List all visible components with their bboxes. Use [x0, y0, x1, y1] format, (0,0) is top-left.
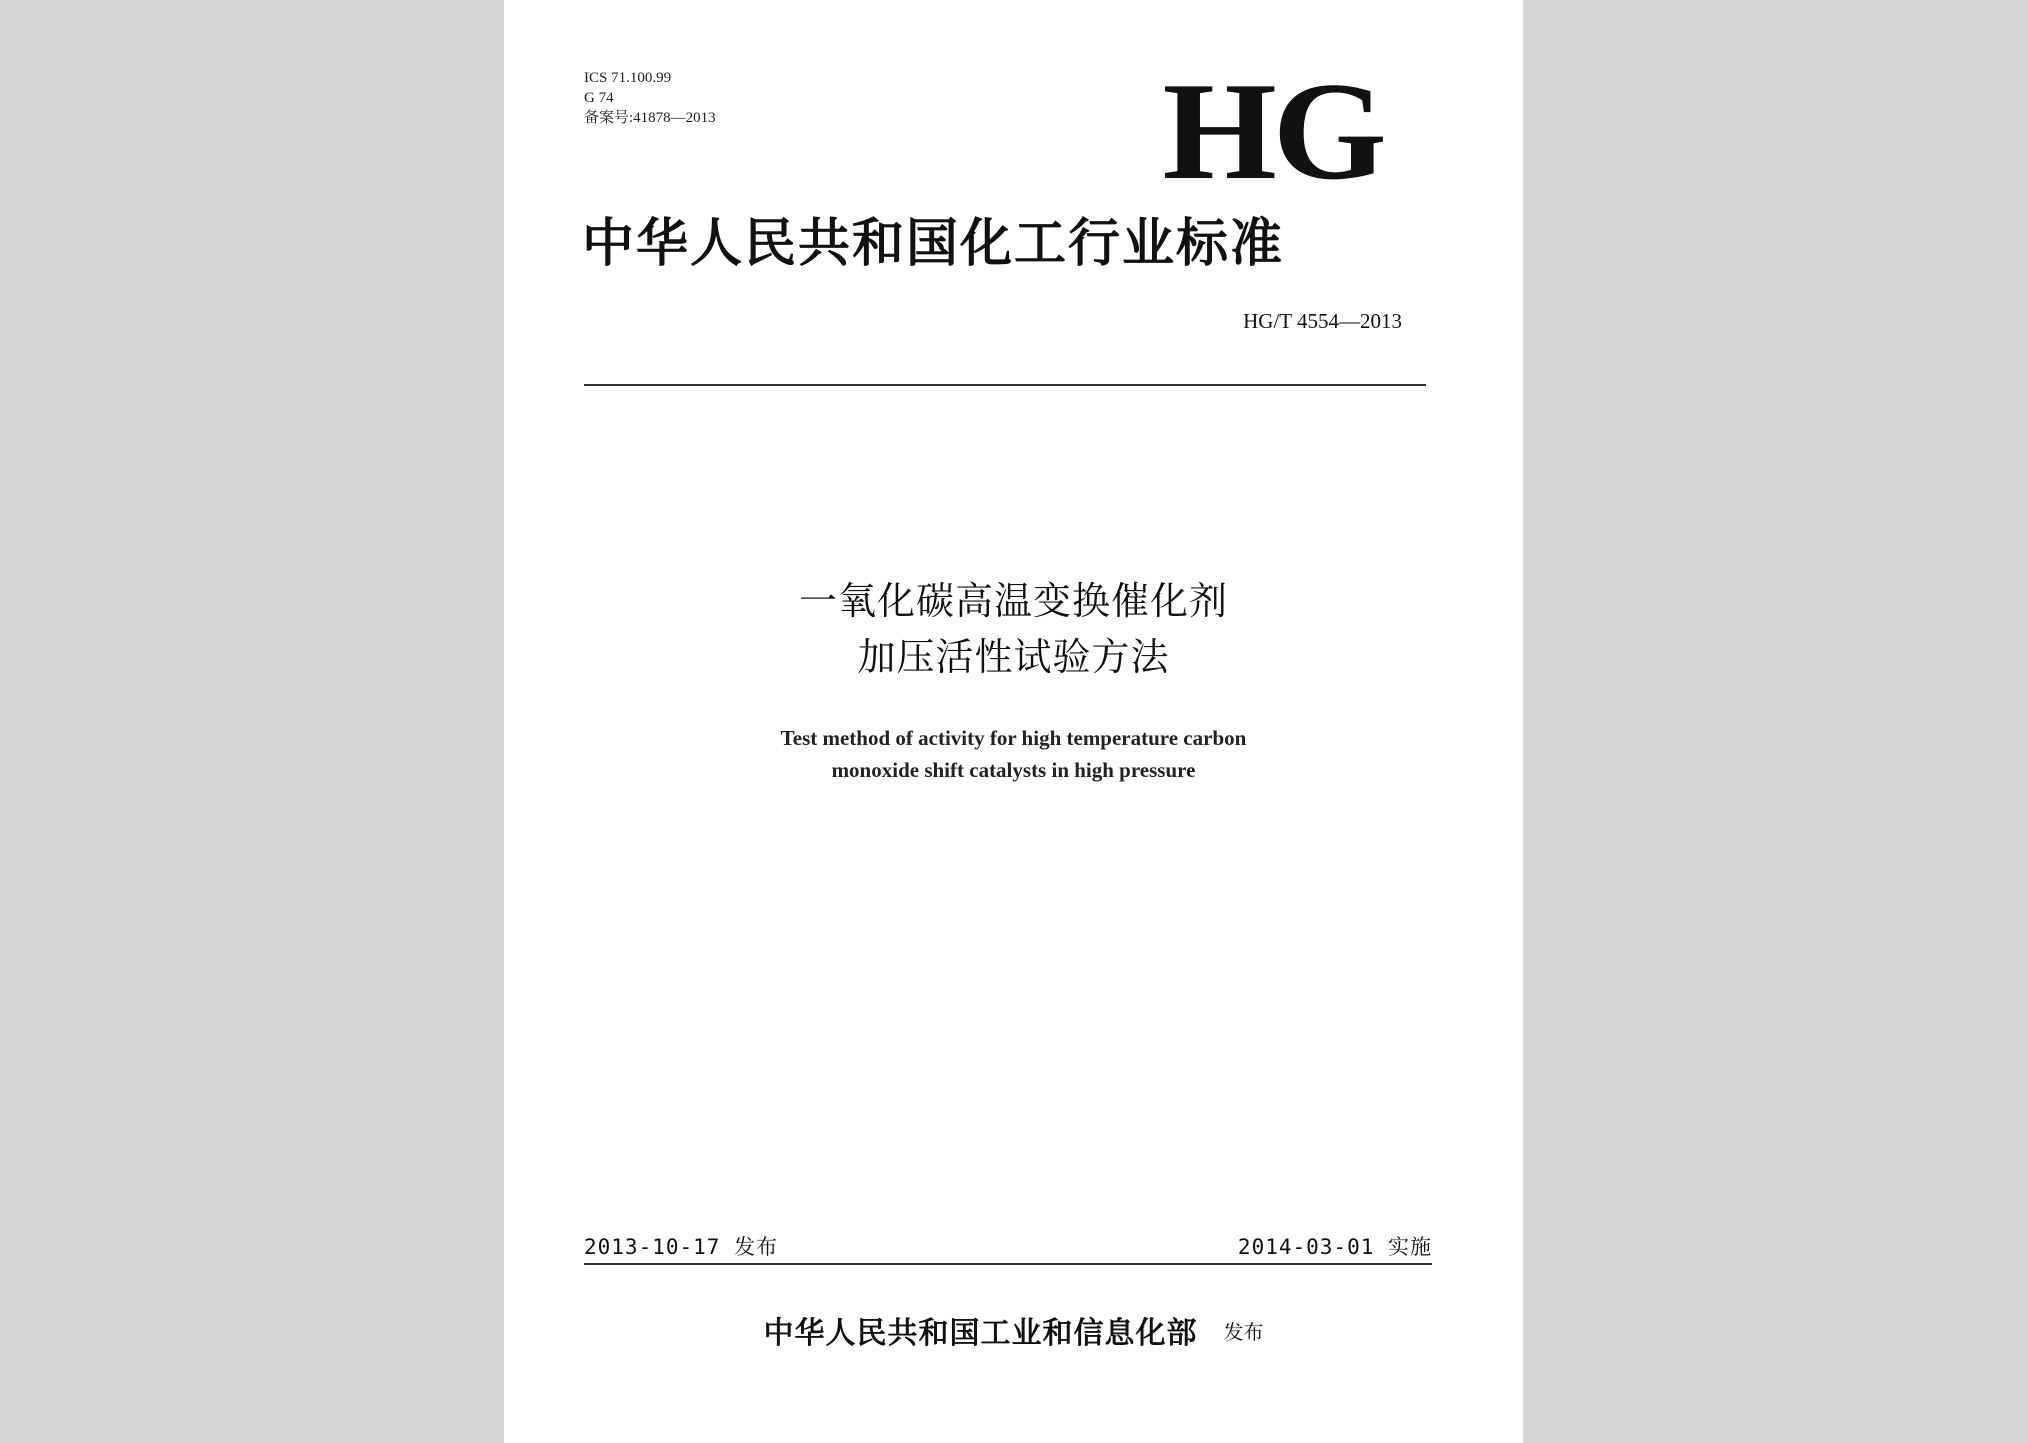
- chinese-title: [504, 573, 1523, 685]
- filing-number: 备案号:41878—2013: [584, 110, 716, 126]
- chinese-title-line-1: 一氧化碳高温变换催化剂: [798, 579, 1228, 623]
- english-title-line-1: Test method of activity for high temperature carbon: [780, 726, 1247, 750]
- header-divider: [584, 384, 1426, 386]
- english-title: [504, 722, 1523, 786]
- implementation-date: 2014-03-01 实施: [1237, 1235, 1432, 1259]
- date-row: [584, 1232, 1432, 1262]
- publisher-line: [504, 1308, 1523, 1352]
- standard-number: HG/T 4554—2013: [1243, 309, 1402, 333]
- document-page: [504, 0, 1523, 1443]
- date-divider: [584, 1263, 1432, 1265]
- chinese-title-line-2: 加压活性试验方法: [857, 635, 1170, 679]
- ics-code: ICS 71.100.99: [584, 70, 672, 86]
- classification-block: [584, 68, 716, 128]
- english-title-line-2: monoxide shift catalysts in high pressure: [831, 758, 1196, 782]
- hg-logo: HG: [1162, 54, 1383, 209]
- industry-standard-title: 中华人民共和国化工行业标准: [582, 213, 1285, 274]
- publisher-name: 中华人民共和国工业和信息化部: [763, 1316, 1198, 1351]
- publisher-action: 发布: [1223, 1319, 1264, 1344]
- ccs-code: G 74: [584, 90, 614, 106]
- issue-date: 2013-10-17 发布: [584, 1235, 779, 1259]
